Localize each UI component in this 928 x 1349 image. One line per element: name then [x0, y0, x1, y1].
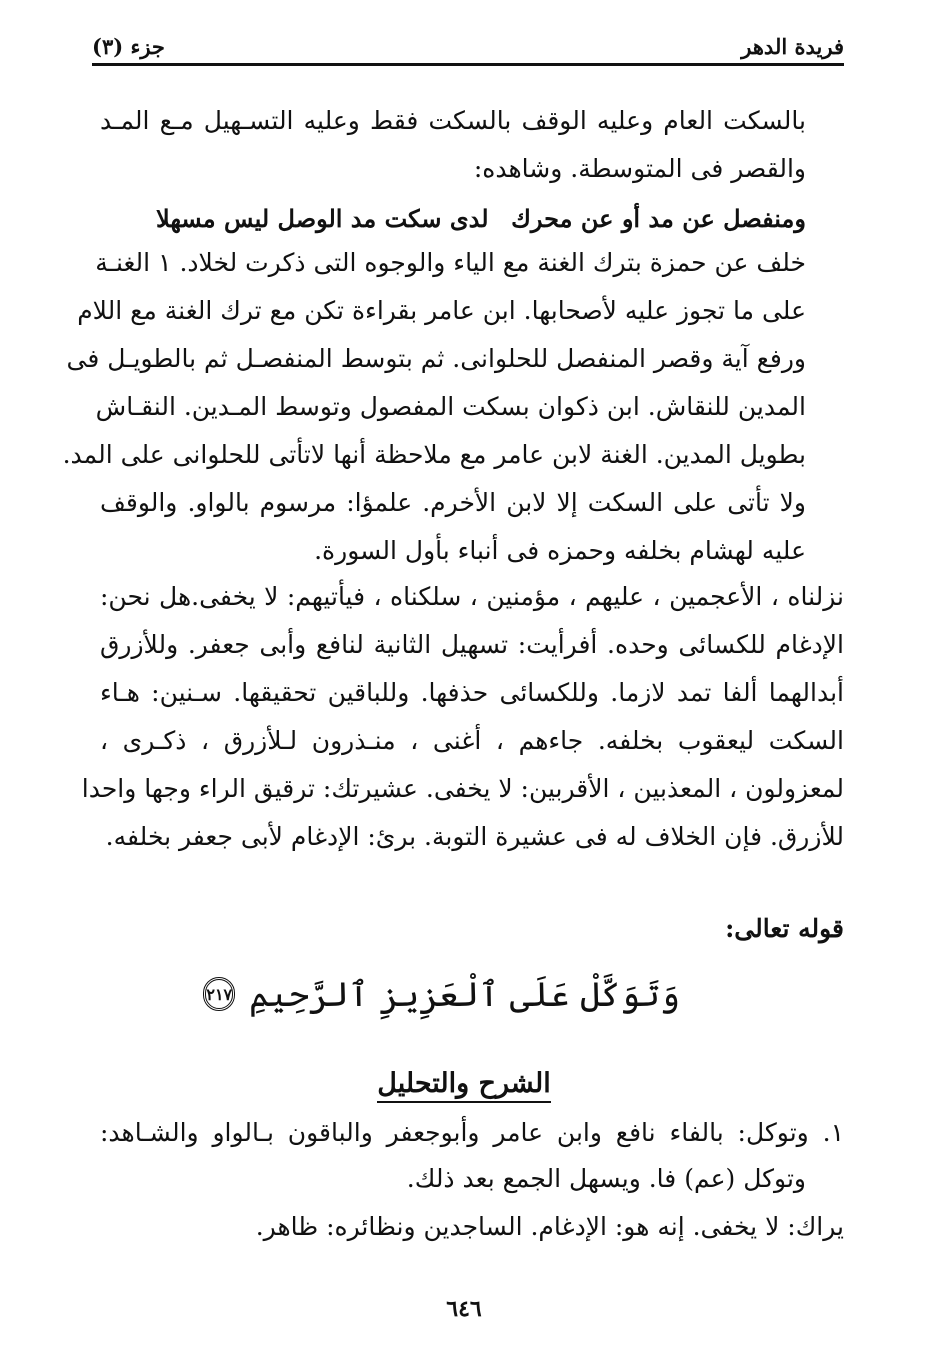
commentary-line: ١. وتوكل: بالفاء نافع وابن عامر وأبوجعفر والباقون بـالواو والشـاهد: — [100, 1118, 844, 1147]
text-line: بطويل المدين. الغنة لابن عامر مع ملاحظة أنها لاتأتى للحلوانى على المد. — [62, 440, 806, 469]
book-title: فريدة الدهر — [741, 34, 844, 59]
text-line: خلف عن حمزة بترك الغنة مع الياء والوجوه التى ذكرت لخلاد. ١ الغنـة — [95, 248, 806, 277]
text-line: على ما تجوز عليه لأصحابها. ابن عامر بقراءة تكن مع ترك الغنة مع اللام — [77, 296, 806, 325]
text-line: بالسكت العام وعليه الوقف بالسكت فقط وعليه التسـهيل مـع المـد — [100, 106, 806, 135]
ayah-number-marker: ٢١٧ — [203, 977, 235, 1011]
ayah-text: وَتَوَكَّلْ عَلَى ٱلْعَزِيزِ ٱلرَّحِيمِ — [249, 974, 680, 1015]
text-line: المدين للنقاش. ابن ذكوان بسكت المفصول وتوسط المـدين. النقـاش — [95, 392, 806, 421]
text-line: السكت ليعقوب بخلفه. جاءهم ، أغنى ، منـذرون لـلأزرق ، ذكـرى ، — [100, 726, 844, 755]
section-title-text: الشرح والتحليل — [377, 1068, 550, 1103]
verse-second-half: لدى سكت مد الوصل ليس مسهلا — [156, 204, 489, 233]
text-line: لمعزولون ، المعذبين ، الأقربين: لا يخفى. عشيرتك: ترقيق الراء وجها واحدا — [81, 774, 844, 803]
text-line: ورفع آية وقصر المنفصل للحلوانى. ثم بتوسط المنفصـل ثم بالطويـل فى — [66, 344, 806, 373]
text-line: والقصر فى المتوسطة. وشاهده: — [473, 154, 806, 183]
commentary-line: يراك: لا يخفى. إنه هو: الإدغام. الساجدين ونظائره: ظاهر. — [255, 1212, 844, 1241]
quran-ayah — [206, 964, 680, 1024]
text-line: أبدالهما ألفا تمد لازما. وللكسائى حذفها. وللباقين تحقيقها. سـنين: هـاء — [100, 678, 844, 707]
section-heading — [0, 1068, 928, 1099]
verse-intro-heading: قوله تعالى: — [725, 914, 844, 943]
verse-first-half: ومنفصل عن مد أو عن محرك — [511, 204, 806, 233]
running-header — [92, 22, 844, 66]
text-line: للأزرق. فإن الخلاف له فى عشيرة التوبة. برئ: الإدغام لأبى جعفر بخلفه. — [105, 822, 844, 851]
commentary-line: وتوكل (عم) فا. ويسهل الجمع بعد ذلك. — [406, 1164, 806, 1193]
text-line: نزلناه ، الأعجمين ، عليهم ، مؤمنين ، سلكناه ، فيأتيهم: لا يخفى.هل نحن: — [100, 582, 844, 611]
poetry-verse — [100, 204, 806, 234]
text-line: ولا تأتى على السكت إلا لابن الأخرم. علمؤا: مرسوم بالواو. والوقف — [100, 488, 806, 517]
text-line: الإدغام للكسائى وحده. أفرأيت: تسهيل الثانية لنافع وأبى جعفر. وللأزرق — [100, 630, 844, 659]
text-line: عليه لهشام بخلفه وحمزه فى أنباء بأول السورة. — [314, 536, 806, 565]
page-number: ٦٤٦ — [446, 1296, 482, 1322]
volume-label: جزء (٣) — [92, 34, 165, 59]
